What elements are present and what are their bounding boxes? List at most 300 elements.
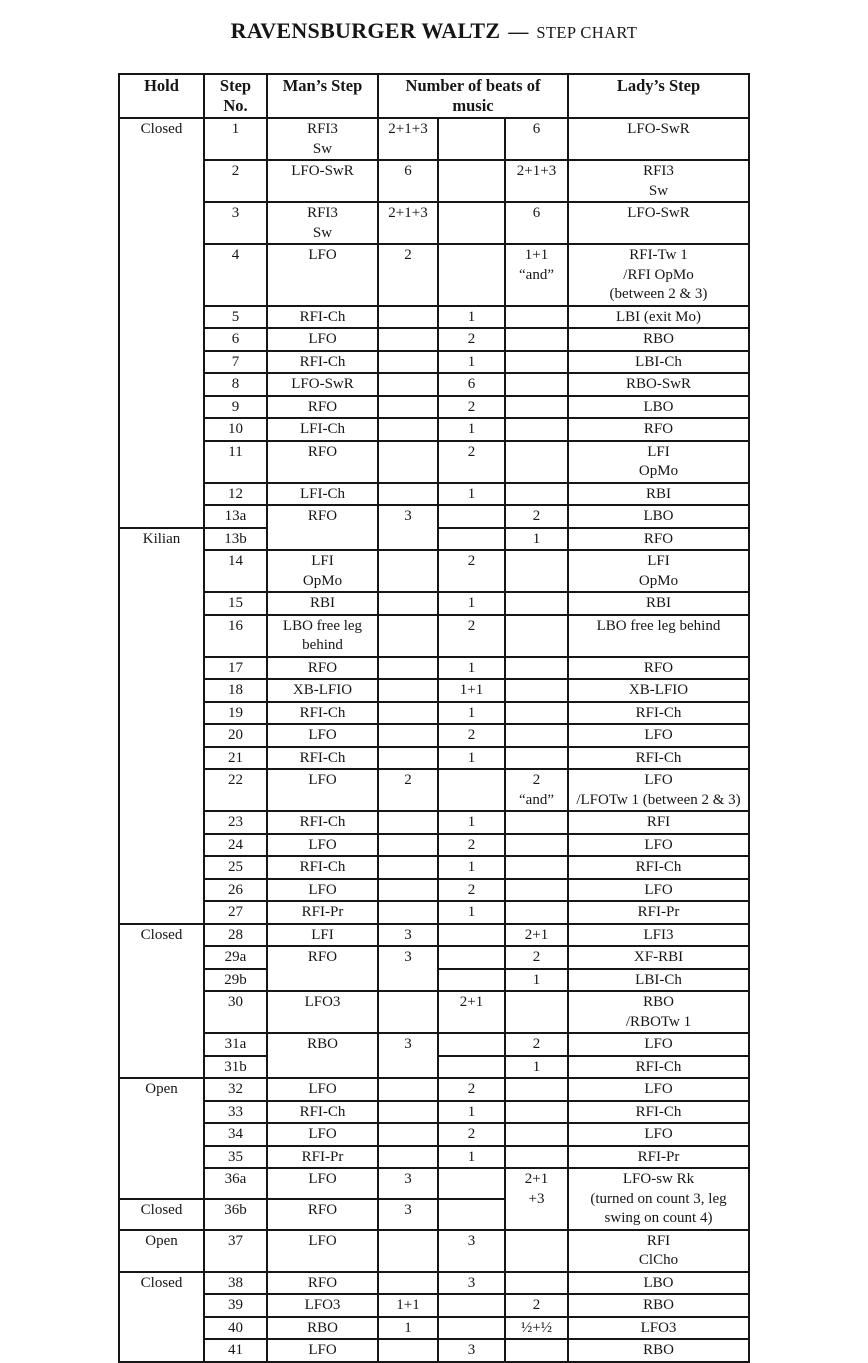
cell-mans-step: LFI-Ch — [267, 418, 378, 441]
cell-beats-1 — [378, 1339, 438, 1362]
cell-beats-3: 6 — [505, 118, 568, 160]
cell-mans-step: LFO-SwR — [267, 160, 378, 202]
cell-step-no: 30 — [204, 991, 267, 1033]
cell-step-no: 41 — [204, 1339, 267, 1362]
cell-mans-step: LFO3 — [267, 1294, 378, 1317]
cell-hold: Open — [119, 1230, 204, 1272]
header-row — [119, 74, 749, 118]
table-row — [119, 505, 749, 528]
table-row — [119, 811, 749, 834]
cell-ladys-step: LFO-sw Rk (turned on count 3, leg swing on count 4) — [568, 1168, 749, 1230]
cell-beats-3 — [505, 1339, 568, 1362]
cell-step-no: 21 — [204, 747, 267, 770]
cell-beats-2: 2 — [438, 615, 505, 657]
table-row — [119, 592, 749, 615]
cell-ladys-step: RFI-Ch — [568, 702, 749, 725]
cell-beats-3 — [505, 418, 568, 441]
cell-beats-1: 3 — [378, 1199, 438, 1230]
header-ladys-step: Lady’s Step — [568, 74, 749, 118]
cell-mans-step: LFO — [267, 1339, 378, 1362]
cell-beats-3: 1 — [505, 969, 568, 992]
cell-mans-step: LFO — [267, 724, 378, 747]
cell-beats-2: 2 — [438, 724, 505, 747]
table-row — [119, 1168, 749, 1199]
cell-beats-3 — [505, 856, 568, 879]
cell-beats-2: 2 — [438, 328, 505, 351]
cell-beats-3 — [505, 351, 568, 374]
cell-beats-1: 3 — [378, 1168, 438, 1199]
table-row — [119, 1317, 749, 1340]
title-sub: STEP CHART — [536, 23, 638, 42]
cell-ladys-step: RFO — [568, 418, 749, 441]
cell-ladys-step: RFI-Ch — [568, 1056, 749, 1079]
cell-ladys-step: RBO — [568, 328, 749, 351]
cell-ladys-step: RFI-Ch — [568, 856, 749, 879]
table-row — [119, 679, 749, 702]
cell-mans-step: RBI — [267, 592, 378, 615]
cell-beats-1: 2 — [378, 769, 438, 811]
cell-beats-2 — [438, 202, 505, 244]
cell-step-no: 7 — [204, 351, 267, 374]
cell-beats-1: 6 — [378, 160, 438, 202]
cell-beats-1 — [378, 679, 438, 702]
cell-beats-1 — [378, 483, 438, 506]
cell-ladys-step: RBO — [568, 1294, 749, 1317]
table-row — [119, 657, 749, 680]
cell-step-no: 31a — [204, 1033, 267, 1056]
cell-beats-1 — [378, 441, 438, 483]
cell-beats-1 — [378, 373, 438, 396]
cell-mans-step: LFO — [267, 1078, 378, 1101]
cell-mans-step: RFI-Pr — [267, 1146, 378, 1169]
cell-beats-2 — [438, 1056, 505, 1079]
table-row — [119, 202, 749, 244]
cell-beats-3 — [505, 747, 568, 770]
cell-beats-1 — [378, 901, 438, 924]
cell-mans-step: RFO — [267, 505, 378, 550]
cell-step-no: 33 — [204, 1101, 267, 1124]
cell-step-no: 27 — [204, 901, 267, 924]
cell-ladys-step: RBO /RBOTw 1 — [568, 991, 749, 1033]
cell-beats-2: 2 — [438, 1123, 505, 1146]
cell-beats-1 — [378, 351, 438, 374]
cell-beats-1 — [378, 747, 438, 770]
cell-ladys-step: LFO — [568, 1078, 749, 1101]
cell-mans-step: RFI-Ch — [267, 702, 378, 725]
cell-ladys-step: LFI OpMo — [568, 550, 749, 592]
cell-step-no: 2 — [204, 160, 267, 202]
table-row — [119, 441, 749, 483]
cell-mans-step: LFO — [267, 1123, 378, 1146]
table-row — [119, 373, 749, 396]
cell-beats-1: 1+1 — [378, 1294, 438, 1317]
cell-beats-1: 3 — [378, 946, 438, 991]
cell-step-no: 26 — [204, 879, 267, 902]
cell-beats-1: 2 — [378, 244, 438, 306]
cell-beats-2 — [438, 946, 505, 969]
cell-beats-2: 1 — [438, 856, 505, 879]
table-row — [119, 328, 749, 351]
cell-mans-step: RBO — [267, 1033, 378, 1078]
table-row — [119, 1078, 749, 1101]
cell-beats-1 — [378, 418, 438, 441]
cell-beats-2: 1 — [438, 483, 505, 506]
cell-beats-2 — [438, 769, 505, 811]
cell-beats-3 — [505, 1230, 568, 1272]
cell-ladys-step: LBO — [568, 505, 749, 528]
table-row — [119, 351, 749, 374]
cell-mans-step: RFO — [267, 657, 378, 680]
cell-ladys-step: RFI-Pr — [568, 901, 749, 924]
cell-step-no: 24 — [204, 834, 267, 857]
table-row — [119, 946, 749, 969]
cell-beats-3 — [505, 615, 568, 657]
cell-step-no: 25 — [204, 856, 267, 879]
title-dash: — — [508, 21, 529, 43]
cell-beats-2 — [438, 244, 505, 306]
cell-mans-step: LFO — [267, 244, 378, 306]
cell-mans-step: XB-LFIO — [267, 679, 378, 702]
cell-beats-2: 1 — [438, 657, 505, 680]
cell-mans-step: LFI OpMo — [267, 550, 378, 592]
cell-beats-2 — [438, 528, 505, 551]
cell-beats-1 — [378, 702, 438, 725]
cell-ladys-step: LBI (exit Mo) — [568, 306, 749, 329]
cell-beats-1: 2+1+3 — [378, 118, 438, 160]
cell-beats-3 — [505, 834, 568, 857]
cell-beats-3 — [505, 901, 568, 924]
cell-ladys-step: LFO-SwR — [568, 202, 749, 244]
cell-mans-step: RFI-Ch — [267, 811, 378, 834]
table-row — [119, 1294, 749, 1317]
cell-beats-2 — [438, 924, 505, 947]
title-main: RAVENSBURGER WALTZ — [230, 18, 501, 43]
cell-beats-1 — [378, 1272, 438, 1295]
table-row — [119, 879, 749, 902]
cell-beats-1: 3 — [378, 924, 438, 947]
cell-step-no: 3 — [204, 202, 267, 244]
page-title — [0, 9, 868, 46]
cell-mans-step: RFI-Ch — [267, 856, 378, 879]
cell-beats-2: 2 — [438, 1078, 505, 1101]
cell-mans-step: LFI-Ch — [267, 483, 378, 506]
cell-beats-1 — [378, 328, 438, 351]
cell-step-no: 14 — [204, 550, 267, 592]
table-row — [119, 1123, 749, 1146]
cell-beats-2: 1 — [438, 811, 505, 834]
cell-beats-2: 1 — [438, 901, 505, 924]
cell-ladys-step: LFO3 — [568, 1317, 749, 1340]
cell-hold: Closed — [119, 924, 204, 1079]
cell-beats-2: 2 — [438, 879, 505, 902]
cell-step-no: 32 — [204, 1078, 267, 1101]
cell-mans-step: RFI-Ch — [267, 351, 378, 374]
cell-step-no: 5 — [204, 306, 267, 329]
cell-ladys-step: LFO /LFOTw 1 (between 2 & 3) — [568, 769, 749, 811]
cell-ladys-step: LFO — [568, 724, 749, 747]
cell-ladys-step: RBI — [568, 483, 749, 506]
cell-beats-3: 2 — [505, 946, 568, 969]
cell-step-no: 20 — [204, 724, 267, 747]
header-mans-step: Man’s Step — [267, 74, 378, 118]
cell-mans-step: RBO — [267, 1317, 378, 1340]
cell-mans-step: RFI3 Sw — [267, 202, 378, 244]
cell-beats-3: ½+½ — [505, 1317, 568, 1340]
cell-step-no: 1 — [204, 118, 267, 160]
cell-ladys-step: LFI3 — [568, 924, 749, 947]
cell-step-no: 19 — [204, 702, 267, 725]
cell-mans-step: LFO — [267, 879, 378, 902]
cell-ladys-step: RFI — [568, 811, 749, 834]
cell-beats-3: 6 — [505, 202, 568, 244]
cell-ladys-step: LFO-SwR — [568, 118, 749, 160]
cell-beats-3 — [505, 1078, 568, 1101]
cell-mans-step: RFI-Ch — [267, 1101, 378, 1124]
table-row — [119, 769, 749, 811]
cell-step-no: 40 — [204, 1317, 267, 1340]
cell-beats-3 — [505, 879, 568, 902]
cell-step-no: 18 — [204, 679, 267, 702]
cell-step-no: 35 — [204, 1146, 267, 1169]
cell-step-no: 34 — [204, 1123, 267, 1146]
cell-beats-2: 1 — [438, 351, 505, 374]
cell-beats-2: 2+1 — [438, 991, 505, 1033]
cell-ladys-step: RFI-Tw 1 /RFI OpMo (between 2 & 3) — [568, 244, 749, 306]
cell-beats-3 — [505, 679, 568, 702]
cell-step-no: 8 — [204, 373, 267, 396]
cell-ladys-step: RFI ClCho — [568, 1230, 749, 1272]
cell-ladys-step: LBO — [568, 1272, 749, 1295]
cell-mans-step: LFI — [267, 924, 378, 947]
table-row — [119, 550, 749, 592]
cell-beats-3 — [505, 373, 568, 396]
table-row — [119, 1339, 749, 1362]
cell-beats-2 — [438, 118, 505, 160]
cell-ladys-step: XF-RBI — [568, 946, 749, 969]
cell-step-no: 23 — [204, 811, 267, 834]
cell-beats-1 — [378, 1078, 438, 1101]
table-row — [119, 901, 749, 924]
cell-beats-3: 1 — [505, 1056, 568, 1079]
cell-ladys-step: XB-LFIO — [568, 679, 749, 702]
cell-ladys-step: LFO — [568, 834, 749, 857]
cell-mans-step: LFO — [267, 1230, 378, 1272]
cell-mans-step: LFO — [267, 1168, 378, 1199]
cell-beats-2: 1 — [438, 592, 505, 615]
cell-ladys-step: RBO-SwR — [568, 373, 749, 396]
cell-ladys-step: LBO — [568, 396, 749, 419]
cell-mans-step: RFI-Pr — [267, 901, 378, 924]
cell-step-no: 29b — [204, 969, 267, 992]
cell-beats-2: 1 — [438, 1146, 505, 1169]
cell-mans-step: RFO — [267, 946, 378, 991]
cell-beats-3: 2+1 +3 — [505, 1168, 568, 1230]
table-row — [119, 856, 749, 879]
cell-beats-3 — [505, 702, 568, 725]
cell-mans-step: RFO — [267, 441, 378, 483]
cell-ladys-step: LFO — [568, 1033, 749, 1056]
header-beats-of-music: Number of beats of music — [378, 74, 568, 118]
cell-ladys-step: LBI-Ch — [568, 969, 749, 992]
cell-beats-3: 2+1 — [505, 924, 568, 947]
cell-step-no: 28 — [204, 924, 267, 947]
cell-step-no: 9 — [204, 396, 267, 419]
cell-ladys-step: RFI-Ch — [568, 1101, 749, 1124]
cell-beats-1: 3 — [378, 505, 438, 550]
cell-ladys-step: RBI — [568, 592, 749, 615]
cell-hold: Closed — [119, 1272, 204, 1362]
cell-step-no: 36b — [204, 1199, 267, 1230]
cell-mans-step: RFI-Ch — [267, 747, 378, 770]
cell-beats-1 — [378, 811, 438, 834]
cell-beats-2: 1 — [438, 418, 505, 441]
cell-mans-step: LFO — [267, 328, 378, 351]
cell-step-no: 11 — [204, 441, 267, 483]
cell-beats-3 — [505, 991, 568, 1033]
cell-step-no: 4 — [204, 244, 267, 306]
cell-mans-step: LBO free leg behind — [267, 615, 378, 657]
step-chart-table — [118, 73, 750, 1363]
cell-beats-3 — [505, 1123, 568, 1146]
cell-beats-2: 1 — [438, 747, 505, 770]
cell-beats-2 — [438, 505, 505, 528]
cell-beats-3: 2 “and” — [505, 769, 568, 811]
cell-beats-3 — [505, 592, 568, 615]
cell-beats-3 — [505, 657, 568, 680]
cell-beats-1 — [378, 306, 438, 329]
table-row — [119, 1230, 749, 1272]
cell-beats-3 — [505, 328, 568, 351]
cell-step-no: 13b — [204, 528, 267, 551]
cell-beats-3 — [505, 1146, 568, 1169]
table-row — [119, 747, 749, 770]
cell-beats-2 — [438, 1294, 505, 1317]
cell-beats-3 — [505, 811, 568, 834]
cell-beats-3: 1+1 “and” — [505, 244, 568, 306]
cell-beats-1 — [378, 657, 438, 680]
cell-step-no: 15 — [204, 592, 267, 615]
table-row — [119, 1146, 749, 1169]
cell-beats-2 — [438, 1199, 505, 1230]
cell-step-no: 36a — [204, 1168, 267, 1199]
table-row — [119, 483, 749, 506]
cell-beats-2: 2 — [438, 396, 505, 419]
cell-beats-1 — [378, 615, 438, 657]
cell-mans-step: RFO — [267, 1199, 378, 1230]
table-row — [119, 418, 749, 441]
cell-ladys-step: RFI-Pr — [568, 1146, 749, 1169]
cell-beats-2 — [438, 1033, 505, 1056]
cell-ladys-step: RFO — [568, 657, 749, 680]
cell-beats-1: 1 — [378, 1317, 438, 1340]
cell-beats-1 — [378, 396, 438, 419]
table-row — [119, 702, 749, 725]
cell-mans-step: LFO — [267, 834, 378, 857]
cell-beats-1 — [378, 1146, 438, 1169]
cell-beats-2: 1 — [438, 1101, 505, 1124]
table-row — [119, 924, 749, 947]
table-row — [119, 160, 749, 202]
cell-ladys-step: RFO — [568, 528, 749, 551]
cell-beats-3 — [505, 1101, 568, 1124]
header-step-no: Step No. — [204, 74, 267, 118]
cell-hold: Closed — [119, 1199, 204, 1230]
cell-beats-2: 1+1 — [438, 679, 505, 702]
cell-mans-step: RFO — [267, 396, 378, 419]
cell-ladys-step: LFI OpMo — [568, 441, 749, 483]
cell-beats-2: 3 — [438, 1339, 505, 1362]
cell-beats-1 — [378, 550, 438, 592]
cell-beats-3 — [505, 550, 568, 592]
cell-beats-2: 2 — [438, 550, 505, 592]
table-row — [119, 615, 749, 657]
cell-hold: Closed — [119, 118, 204, 528]
cell-mans-step: RFO — [267, 1272, 378, 1295]
cell-hold: Open — [119, 1078, 204, 1199]
cell-beats-3 — [505, 724, 568, 747]
cell-beats-3: 2+1+3 — [505, 160, 568, 202]
cell-beats-2: 6 — [438, 373, 505, 396]
cell-step-no: 37 — [204, 1230, 267, 1272]
cell-beats-3 — [505, 396, 568, 419]
cell-mans-step: LFO3 — [267, 991, 378, 1033]
cell-beats-1 — [378, 724, 438, 747]
cell-beats-2 — [438, 1168, 505, 1199]
table-row — [119, 724, 749, 747]
cell-beats-2 — [438, 1317, 505, 1340]
cell-beats-2: 3 — [438, 1272, 505, 1295]
header-hold: Hold — [119, 74, 204, 118]
step-rows — [119, 118, 749, 1362]
cell-ladys-step: RBO — [568, 1339, 749, 1362]
cell-step-no: 6 — [204, 328, 267, 351]
cell-mans-step: LFO — [267, 769, 378, 811]
table-row — [119, 1101, 749, 1124]
cell-ladys-step: RFI3 Sw — [568, 160, 749, 202]
table-row — [119, 306, 749, 329]
cell-beats-3: 1 — [505, 528, 568, 551]
cell-beats-1: 3 — [378, 1033, 438, 1078]
cell-hold: Kilian — [119, 528, 204, 924]
cell-beats-1 — [378, 879, 438, 902]
cell-step-no: 31b — [204, 1056, 267, 1079]
cell-beats-1 — [378, 592, 438, 615]
cell-beats-3 — [505, 483, 568, 506]
cell-step-no: 10 — [204, 418, 267, 441]
cell-ladys-step: LBI-Ch — [568, 351, 749, 374]
cell-beats-2: 2 — [438, 441, 505, 483]
cell-step-no: 22 — [204, 769, 267, 811]
cell-step-no: 12 — [204, 483, 267, 506]
cell-beats-1 — [378, 1230, 438, 1272]
cell-beats-2: 1 — [438, 702, 505, 725]
cell-beats-1 — [378, 1123, 438, 1146]
table-row — [119, 834, 749, 857]
table-row — [119, 118, 749, 160]
table-row — [119, 396, 749, 419]
cell-ladys-step: LFO — [568, 1123, 749, 1146]
cell-ladys-step: LFO — [568, 879, 749, 902]
cell-step-no: 38 — [204, 1272, 267, 1295]
cell-mans-step: RFI3 Sw — [267, 118, 378, 160]
table-row — [119, 1272, 749, 1295]
table-row — [119, 1033, 749, 1056]
cell-beats-1 — [378, 1101, 438, 1124]
cell-step-no: 13a — [204, 505, 267, 528]
cell-beats-3: 2 — [505, 1294, 568, 1317]
cell-beats-2: 1 — [438, 306, 505, 329]
cell-beats-3 — [505, 306, 568, 329]
